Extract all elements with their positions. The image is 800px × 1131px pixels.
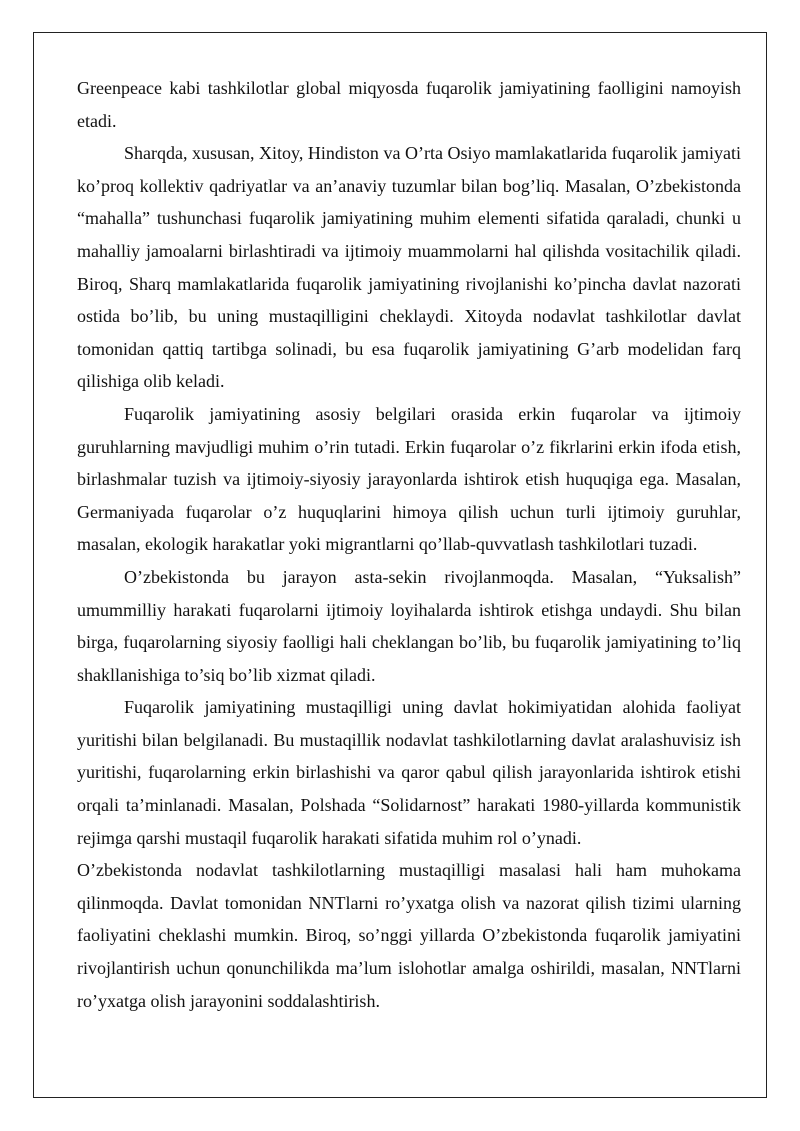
paragraph-4: O’zbekistonda bu jarayon asta-sekin rivojlanmoqda. Masalan, “Yuksalish” umummilliy harakati fuqarolarni ijtimoiy loyihalarda ishtirok etishga undaydi. Shu bilan birga, fuqarolarning siyosiy faolligi hali cheklangan bo’lib, bu fuqarolik jamiyatining to’liq shakllanishiga to’siq bo’lib xizmat qiladi. bbox=[77, 566, 741, 685]
paragraph-2: Sharqda, xususan, Xitoy, Hindiston va O’rta Osiyo mamlakatlarida fuqarolik jamiyati ko’proq kollektiv qadriyatlar va an’anaviy tuzumlar bilan bog’liq. Masalan, O’zbekistonda “mahalla” tushunchasi fuqarolik jamiyatining muhim elementi sifatida qaraladi, chunki u mahalliy jamoalarni birlashtiradi va ijtimoiy muammolarni hal qilishda vositachilik qiladi. Biroq, Sharq mamlakatlarida fuqarolik jamiyatining rivojlanishi ko’pincha davlat nazorati ostida bo’lib, bu uning mustaqilligini cheklaydi. Xitoyda nodavlat tashkilotlar davlat tomonidan qattiq tartibga solinadi, bu esa fuqarolik jamiyatining G’arb modelidan farq qilishiga olib keladi. bbox=[77, 143, 741, 392]
paragraph-3: Fuqarolik jamiyatining asosiy belgilari orasida erkin fuqarolar va ijtimoiy guruhlarning mavjudligi muhim o’rin tutadi. Erkin fuqarolar o’z fikrlarini erkin ifoda etish, birlashmalar tuzish va ijtimoiy-siyosiy jarayonlarda ishtirok etish huquqiga ega. Masalan, Germaniyada fuqarolar o’z huquqlarini himoya qilish uchun turli ijtimoiy guruhlar, masalan, ekologik harakatlar yoki migrantlarni qo’llab-quvvatlash tashkilotlari tuzadi. bbox=[77, 403, 741, 555]
paragraph-1: Greenpeace kabi tashkilotlar global miqyosda fuqarolik jamiyatining faolligini namoyish etadi. bbox=[77, 78, 741, 131]
paragraph-5: Fuqarolik jamiyatining mustaqilligi uning davlat hokimiyatidan alohida faoliyat yuritishi bilan belgilanadi. Bu mustaqillik nodavlat tashkilotlarning davlat aralashuvisiz ish yuritishi, fuqarolarning erkin birlashishi va qaror qabul qilish jarayonlarida ishtirok etishi orqali ta’minlanadi. Masalan, Polshada “Solidarnost” harakati 1980-yillarda kommunistik rejimga qarshi mustaqil fuqarolik harakati sifatida muhim rol o’ynadi. bbox=[77, 697, 741, 848]
paragraph-6: O’zbekistonda nodavlat tashkilotlarning mustaqilligi masalasi hali ham muhokama qilinmoqda. Davlat tomonidan NNTlarni ro’yxatga olish va nazorat qilish tizimi ularning faoliyatini cheklashi mumkin. Biroq, so’nggi yillarda O’zbekistonda fuqarolik jamiyatini rivojlantirish uchun qonunchilikda ma’lum islohotlar amalga oshirildi, masalan, NNTlarni ro’yxatga olish jarayonini soddalashtirish. bbox=[77, 860, 741, 1011]
document-body bbox=[77, 72, 741, 1017]
